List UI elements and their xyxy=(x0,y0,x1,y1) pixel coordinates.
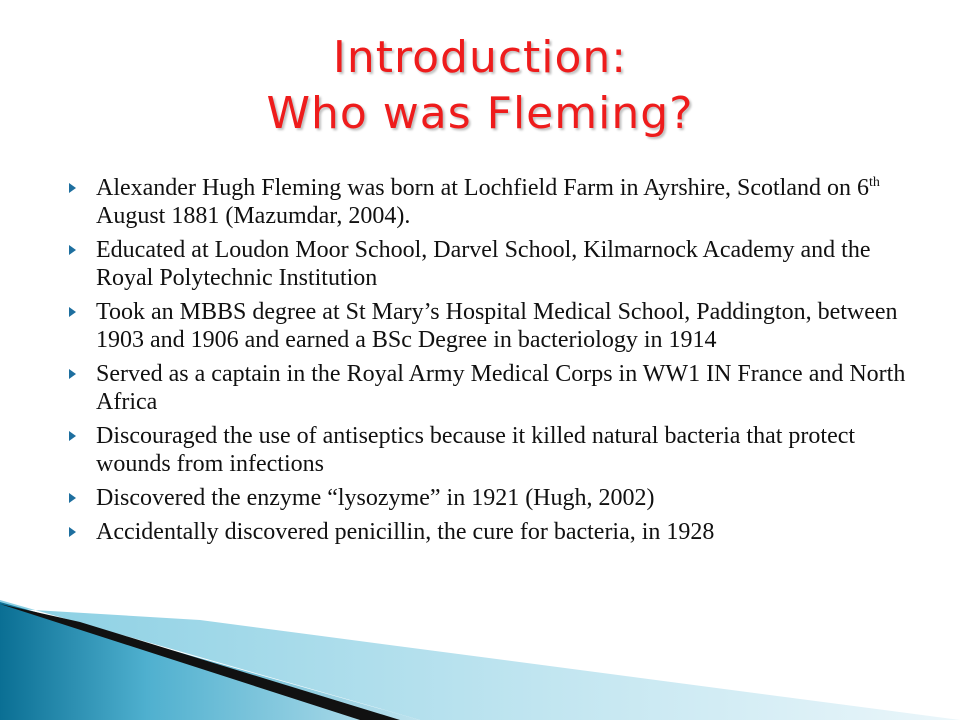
bullet-text-antiseptics: Discouraged the use of antiseptics because it killed natural bacteria that protect wounds from infections xyxy=(96,423,856,477)
slide-title xyxy=(0,30,960,142)
triangle-bullet-icon xyxy=(69,527,76,537)
bullet-item-lysozyme xyxy=(66,484,916,512)
bullet-text-birth-post: August 1881 (Mazumdar, 2004). xyxy=(96,203,411,229)
bullet-item-antiseptics xyxy=(66,422,916,478)
wave-decoration xyxy=(0,560,960,720)
bullet-text-education: Educated at Loudon Moor School, Darvel School, Kilmarnock Academy and the Royal Polytechnic Institution xyxy=(96,237,871,291)
title-line-2: Who was Fleming? xyxy=(266,88,694,139)
triangle-bullet-icon xyxy=(69,245,76,255)
triangle-bullet-icon xyxy=(69,431,76,441)
bullet-text-degree: Took an MBBS degree at St Mary’s Hospital Medical School, Paddington, between 1903 and 1906 and earned a BSc Degree in bacteriology in 1914 xyxy=(96,299,898,353)
bullet-text-penicillin: Accidentally discovered penicillin, the cure for bacteria, in 1928 xyxy=(96,519,715,545)
bullet-text-service: Served as a captain in the Royal Army Medical Corps in WW1 IN France and North Africa xyxy=(96,361,906,415)
triangle-bullet-icon xyxy=(69,183,76,193)
triangle-bullet-icon xyxy=(69,369,76,379)
title-line-1: Introduction: xyxy=(332,32,628,83)
bullet-item-penicillin xyxy=(66,518,916,546)
triangle-bullet-icon xyxy=(69,493,76,503)
triangle-bullet-icon xyxy=(69,307,76,317)
bullet-item-degree xyxy=(66,298,916,354)
bullet-text-birth-pre: Alexander Hugh Fleming was born at Lochfield Farm in Ayrshire, Scotland on 6 xyxy=(96,175,869,201)
bullet-item-birth xyxy=(66,174,916,230)
bullet-item-service xyxy=(66,360,916,416)
bullet-list xyxy=(66,174,916,552)
bullet-text-birth-sup: th xyxy=(868,175,880,190)
bullet-text-lysozyme: Discovered the enzyme “lysozyme” in 1921 (Hugh, 2002) xyxy=(96,485,655,511)
bullet-item-education xyxy=(66,236,916,292)
